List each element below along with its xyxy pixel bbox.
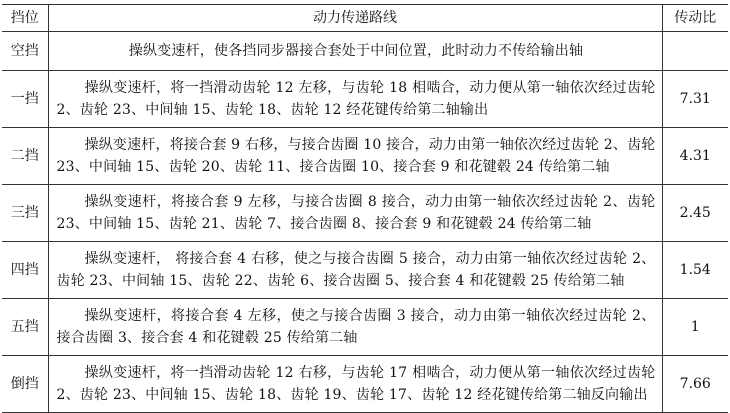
gear-cell: 四挡 [2, 242, 48, 299]
gear-cell: 空挡 [2, 32, 48, 71]
gear-cell: 倒挡 [2, 356, 48, 413]
route-cell: 操纵变速杆，将接合套 9 左移，与接合齿圈 8 接合，动力由第一轴依次经过齿轮 2、齿轮 23、中间轴 15、齿轮 21、齿轮 7、接合齿圈 8、接合套 9 和花键毂 24 传给第二轴 [48, 185, 662, 242]
ratio-cell [662, 32, 728, 71]
gear-cell: 五挡 [2, 299, 48, 356]
ratio-cell: 4.31 [662, 128, 728, 185]
table-row [2, 242, 728, 299]
route-cell: 操纵变速杆，将一挡滑动齿轮 12 右移，与齿轮 17 相啮合，动力便从第一轴依次经过齿轮 2、齿轮 23、中间轴 15、齿轮 18、齿轮 19、齿轮 17、齿轮 12 经花键传给第二轴反向输出 [48, 356, 662, 413]
table-row [2, 185, 728, 242]
route-cell: 操纵变速杆， 将接合套 4 右移，使之与接合齿圈 5 接合，动力由第一轴依次经过齿轮 2、齿轮 23、中间轴 15、齿轮 22、齿轮 6、接合齿圈 5、接合套 4 和花键毂 25 传给第二轴 [48, 242, 662, 299]
route-cell: 操纵变速杆，使各挡同步器接合套处于中间位置，此时动力不传给输出轴 [48, 32, 662, 71]
ratio-cell: 1.54 [662, 242, 728, 299]
table-header-row [2, 5, 728, 32]
ratio-cell: 1 [662, 299, 728, 356]
table-row [2, 32, 728, 71]
header-route: 动力传递路线 [48, 5, 662, 32]
gear-cell: 三挡 [2, 185, 48, 242]
route-cell: 操纵变速杆，将接合套 9 右移，与接合齿圈 10 接合，动力由第一轴依次经过齿轮 2、齿轮 23、中间轴 15、齿轮 20、齿轮 11、接合齿圈 10、接合套 9 和花键毂 24 传给第二轴 [48, 128, 662, 185]
table-row [2, 128, 728, 185]
table-row [2, 299, 728, 356]
header-ratio: 传动比 [662, 5, 728, 32]
gear-power-route-table [2, 4, 728, 413]
ratio-cell: 7.31 [662, 71, 728, 128]
gear-cell: 二挡 [2, 128, 48, 185]
header-gear: 挡位 [2, 5, 48, 32]
table-row [2, 71, 728, 128]
ratio-cell: 2.45 [662, 185, 728, 242]
route-cell: 操纵变速杆，将一挡滑动齿轮 12 左移，与齿轮 18 相啮合，动力便从第一轴依次经过齿轮 2、齿轮 23、中间轴 15、齿轮 18、齿轮 12 经花键传给第二轴输出 [48, 71, 662, 128]
ratio-cell: 7.66 [662, 356, 728, 413]
table-row [2, 356, 728, 413]
gear-cell: 一挡 [2, 71, 48, 128]
route-cell: 操纵变速杆，将接合套 4 左移，使之与接合齿圈 3 接合，动力由第一轴依次经过齿轮 2、接合齿圈 3、接合套 4 和花键毂 25 传给第二轴 [48, 299, 662, 356]
